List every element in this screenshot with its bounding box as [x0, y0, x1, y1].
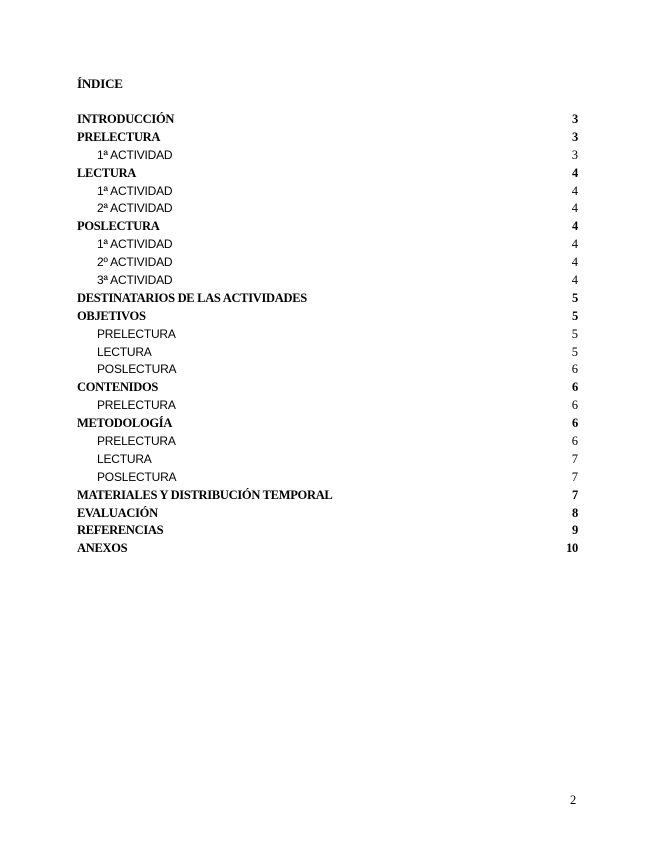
- toc-entry-page: 3: [572, 129, 578, 144]
- toc-entry-label: INTRODUCCIÓN: [77, 112, 175, 126]
- toc-entry-label: ANEXOS: [77, 541, 128, 556]
- toc-entry-page: 4: [571, 237, 578, 252]
- toc-subentry[interactable]: [77, 469, 578, 487]
- toc-entry-page: 8: [572, 505, 578, 520]
- toc-entry-page: 6: [572, 380, 578, 395]
- toc-subentry[interactable]: [77, 254, 578, 272]
- toc-entry-label: PRELECTURA: [77, 129, 161, 144]
- toc-subentry[interactable]: [77, 344, 578, 362]
- toc-entry-label: POSLECTURA: [77, 219, 160, 234]
- toc-entry-label: POSLECTURA: [97, 469, 177, 484]
- toc-entry-page: 7: [572, 487, 578, 502]
- toc-entry-page: 3: [571, 147, 578, 162]
- toc-subentry[interactable]: [77, 183, 578, 201]
- toc-entry-page: 4: [572, 219, 578, 234]
- toc-entry-page: 5: [571, 326, 578, 341]
- toc-entry-label: PRELECTURA: [97, 326, 176, 341]
- toc-subentry[interactable]: [77, 236, 578, 254]
- toc-entry-label: PRELECTURA: [97, 434, 176, 449]
- toc-entry[interactable]: [77, 522, 578, 540]
- toc-subentry[interactable]: [77, 200, 578, 218]
- toc-entry-label: CONTENIDOS: [77, 380, 159, 395]
- toc-entry-page: 4: [572, 165, 578, 180]
- toc-entry-page: 10: [566, 541, 578, 556]
- toc-entry-page: 9: [572, 523, 578, 538]
- toc-entry[interactable]: [77, 415, 578, 433]
- toc-subentry[interactable]: [77, 433, 578, 451]
- toc-entry-page: 6: [571, 362, 578, 377]
- toc-entry-label: REFERENCIAS: [77, 523, 164, 538]
- toc-entry[interactable]: [77, 308, 578, 326]
- toc-entry-label: EVALUACIÓN: [77, 505, 158, 520]
- toc-entry[interactable]: [77, 290, 578, 308]
- toc-subentry[interactable]: [77, 272, 578, 290]
- table-of-contents: [77, 111, 578, 558]
- toc-entry-label: 3ª ACTIVIDAD: [97, 273, 173, 288]
- toc-entry-page: 3: [572, 112, 578, 126]
- toc-entry[interactable]: [77, 165, 578, 183]
- toc-entry-page: 5: [572, 290, 578, 305]
- toc-heading: ÍNDICE: [77, 76, 123, 91]
- toc-entry-label: DESTINATARIOS DE LAS ACTIVIDADES: [77, 290, 307, 305]
- toc-entry-label: 2º ACTIVIDAD: [97, 255, 173, 270]
- toc-subentry[interactable]: [77, 451, 578, 469]
- toc-subentry[interactable]: [77, 361, 578, 379]
- toc-entry[interactable]: [77, 487, 578, 505]
- toc-entry-page: 5: [572, 308, 578, 323]
- toc-entry-label: LECTURA: [77, 165, 137, 180]
- toc-entry[interactable]: [77, 111, 578, 129]
- toc-entry-label: 2ª ACTIVIDAD: [97, 201, 173, 216]
- toc-entry-label: PRELECTURA: [97, 398, 176, 413]
- toc-entry-page: 4: [571, 201, 578, 216]
- toc-entry-page: 6: [572, 416, 578, 431]
- toc-entry[interactable]: [77, 218, 578, 236]
- toc-entry-label: OBJETIVOS: [77, 308, 146, 323]
- toc-entry-page: 6: [571, 434, 578, 449]
- toc-entry-page: 6: [571, 398, 578, 413]
- toc-entry-label: LECTURA: [97, 451, 152, 466]
- toc-entry-label: 1ª ACTIVIDAD: [97, 237, 173, 252]
- toc-entry-label: METODOLOGÍA: [77, 416, 173, 431]
- toc-subentry[interactable]: [77, 326, 578, 344]
- toc-entry-page: 7: [571, 451, 578, 466]
- toc-subentry[interactable]: [77, 397, 578, 415]
- toc-entry[interactable]: [77, 379, 578, 397]
- footer-page-number: 2: [570, 793, 577, 807]
- toc-entry-page: 4: [571, 255, 578, 270]
- toc-entry-label: 1ª ACTIVIDAD: [97, 183, 173, 198]
- toc-entry-label: 1ª ACTIVIDAD: [97, 147, 173, 162]
- toc-entry-page: 5: [571, 344, 578, 359]
- toc-entry[interactable]: [77, 505, 578, 523]
- toc-entry[interactable]: [77, 540, 578, 558]
- toc-entry-page: 7: [571, 469, 578, 484]
- toc-entry-page: 4: [571, 183, 578, 198]
- toc-entry-label: POSLECTURA: [97, 362, 177, 377]
- toc-entry-label: LECTURA: [97, 344, 152, 359]
- toc-entry-label: MATERIALES Y DISTRIBUCIÓN TEMPORAL: [77, 487, 333, 502]
- toc-entry-page: 4: [571, 273, 578, 288]
- toc-entry[interactable]: [77, 129, 578, 147]
- toc-subentry[interactable]: [77, 147, 578, 165]
